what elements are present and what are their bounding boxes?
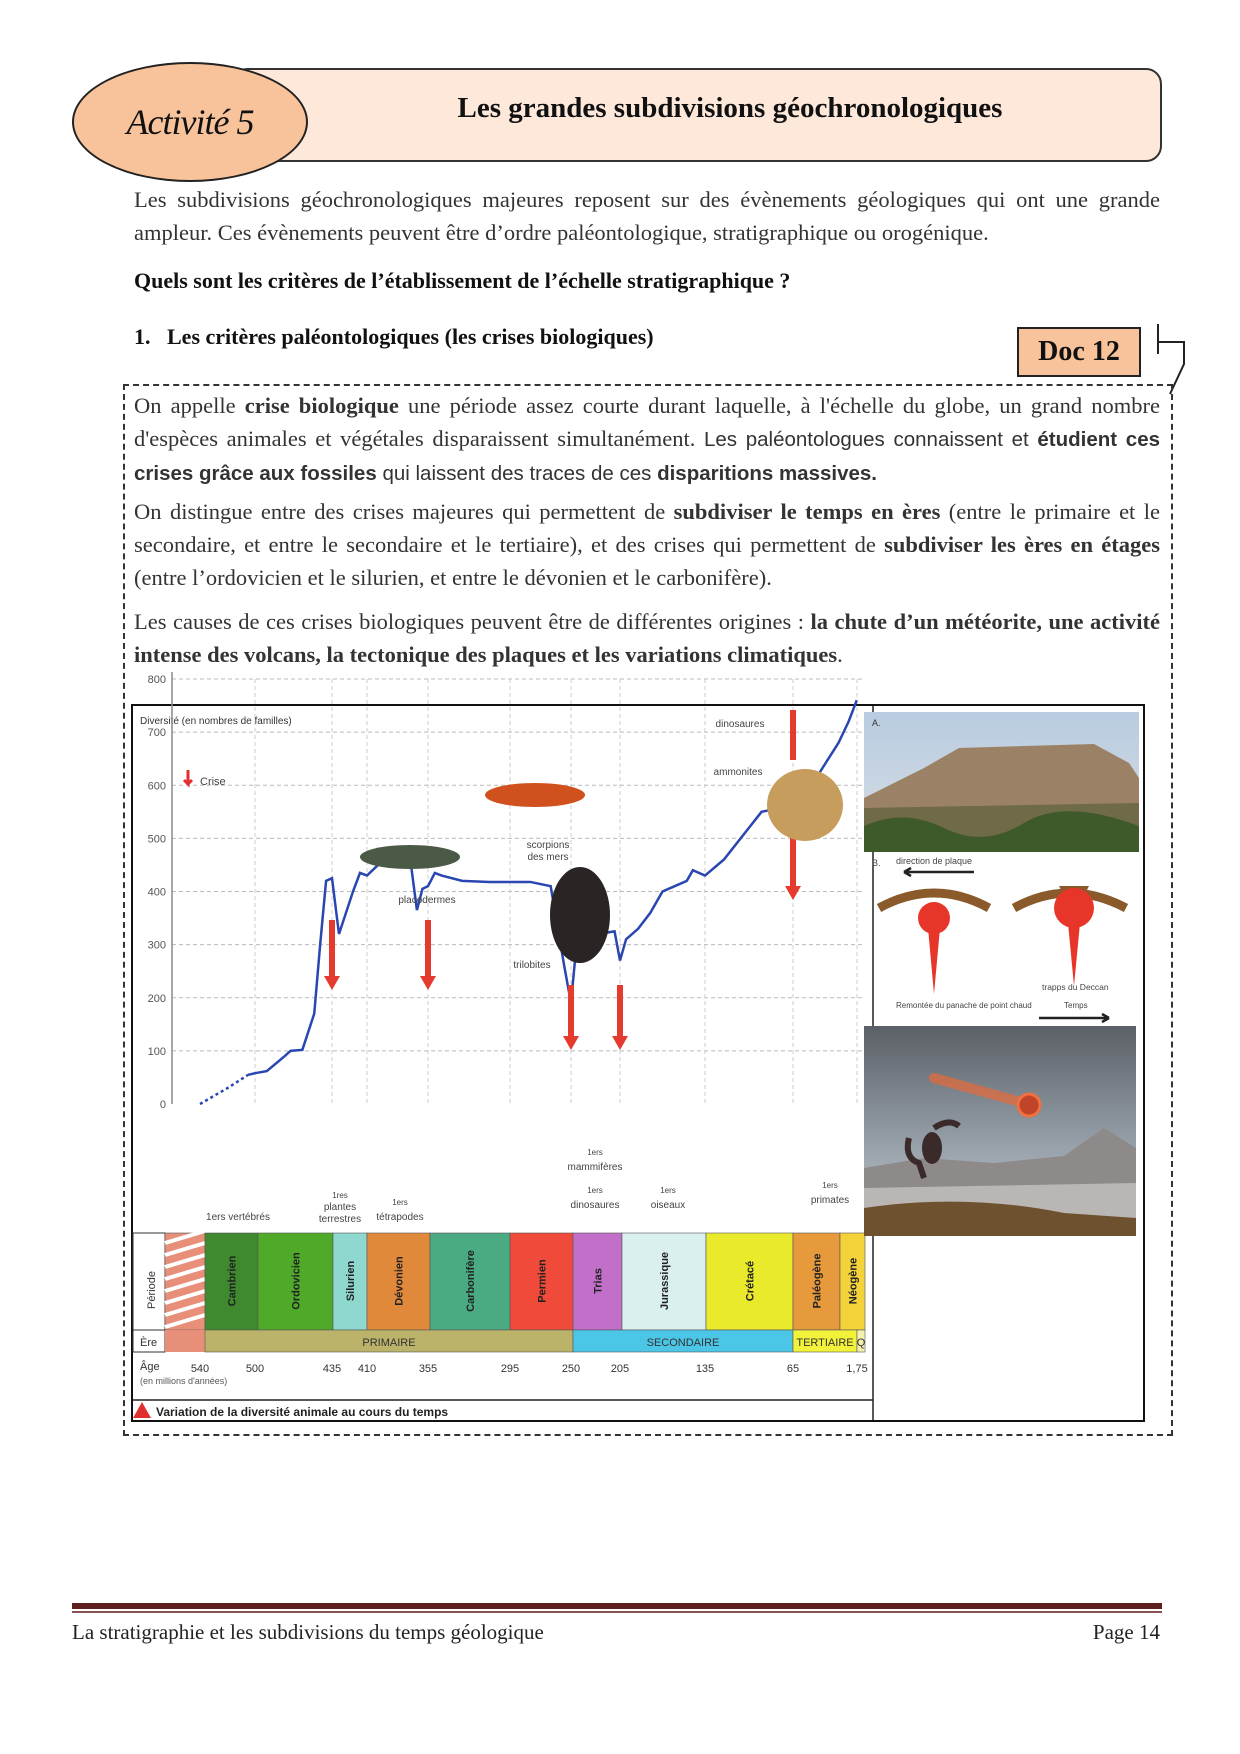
label-a: A.: [872, 718, 881, 728]
crisis-arrow-icon: [324, 976, 340, 990]
section-heading: [134, 324, 1034, 350]
crisis-arrow-icon: [420, 976, 436, 990]
label-mam-2: mammifères: [567, 1162, 623, 1173]
bold-text: étudient ces crises grâce aux fossiles: [134, 428, 1161, 485]
svg-text:trapps du Deccan: trapps du Deccan: [1042, 982, 1109, 992]
guiding-question: Quels sont les critères de l’établissement de l’échelle stratigraphique ?: [134, 268, 791, 293]
y-tick: 300: [147, 939, 166, 952]
age-tick: 295: [500, 1363, 520, 1375]
crisis-arrow-icon: [785, 886, 801, 900]
label-scorpions: scorpions: [526, 840, 570, 851]
bold-text: crise biologique: [244, 393, 399, 418]
label-ois-1: 1ers: [660, 1186, 676, 1195]
y-tick: 700: [147, 727, 166, 740]
paragraph-crises: [134, 495, 1160, 594]
meteorite-photo: [864, 1026, 1136, 1236]
activity-badge: [72, 62, 308, 182]
label-prim-2: primates: [810, 1195, 850, 1206]
text: qui laissent des traces de ces: [376, 462, 658, 485]
sea-scorpion-illustration: [485, 783, 585, 807]
age-tick: 1,75: [846, 1363, 868, 1375]
y-tick: 400: [147, 886, 166, 899]
period-label: Cambrien: [226, 1255, 239, 1307]
row-label-era: Ère: [140, 1337, 158, 1349]
y-tick: 600: [147, 780, 166, 793]
label-scorpions-2: des mers: [527, 852, 569, 863]
svg-text:Remontée du panache de point c: Remontée du panache de point chaud: [896, 1001, 1032, 1010]
label-tetra-2: tétrapodes: [376, 1212, 424, 1223]
bold-text: disparitions massives.: [657, 462, 877, 485]
section-title: Les critères paléontologiques (les crises biologiques): [167, 324, 654, 349]
era-label: TERTIAIRE: [796, 1337, 854, 1349]
label-dino-2: dinosaures: [570, 1200, 620, 1211]
svg-text:B.: B.: [872, 858, 881, 868]
period-label: Trias: [592, 1268, 605, 1294]
era-label: SECONDAIRE: [646, 1337, 720, 1349]
age-tick: 135: [695, 1363, 715, 1375]
text: Les paléontologues connaissent et: [703, 428, 1038, 451]
chart-caption: Variation de la diversité animale au cours du temps: [156, 1405, 449, 1419]
crisis-arrow-icon: [612, 1036, 628, 1050]
y-tick: 500: [147, 833, 166, 846]
page-number: Page 14: [1092, 1620, 1160, 1644]
deccan-photo: [864, 712, 1139, 852]
age-tick: 205: [610, 1363, 630, 1375]
era-label: PRIMAIRE: [362, 1337, 416, 1349]
diversity-chart: [133, 674, 873, 1420]
text: une période assez courte durant laquelle, à l'échelle du globe, un grand nombre d'espèces animales et végétales disparaissent simultanément.: [134, 393, 1160, 451]
y-tick: 100: [147, 1045, 166, 1058]
intro-paragraph: Les subdivisions géochronologiques majeures reposent sur des évènements géologiques qui ont une grande ampleur. Ces évènements peuvent être d’ordre paléontologique, stratigraphique ou orogénique.: [134, 187, 1160, 245]
y-tick: 0: [159, 1099, 166, 1111]
row-label-period: Période: [146, 1271, 158, 1309]
activity-label: Activité 5: [126, 102, 254, 142]
label-tetra-1: 1ers: [392, 1198, 408, 1207]
crisis-arrow-icon: [563, 1036, 579, 1050]
paragraph-causes: [134, 605, 1160, 671]
label-plantes-1: 1res: [332, 1191, 348, 1200]
trilobite-illustration: [550, 867, 610, 963]
text: .: [837, 642, 843, 667]
legend-crise: Crise: [200, 776, 226, 788]
footer-rule-thin: [72, 1611, 1162, 1613]
period-label: Dévonien: [393, 1256, 406, 1306]
row-label-age: Âge: [140, 1361, 160, 1373]
text: On appelle: [134, 393, 245, 418]
label-mam-1: 1ers: [587, 1148, 603, 1157]
text: On distingue entre des crises majeures qui permettent de: [134, 499, 674, 524]
text: Les causes de ces crises biologiques peuvent être de différentes origines :: [134, 609, 811, 634]
period-label: Paléogène: [811, 1253, 824, 1309]
placoderme-illustration: [360, 845, 460, 869]
label-trilobites: trilobites: [513, 960, 551, 971]
age-tick: 65: [786, 1363, 800, 1375]
label-vertebres: 1ers vertébrés: [206, 1212, 270, 1223]
age-tick: 540: [190, 1363, 210, 1375]
hotspot-diagram: [872, 856, 1126, 1022]
age-tick: 410: [357, 1363, 377, 1375]
side-illustrations: [864, 708, 1144, 1418]
footer-rule: [72, 1603, 1162, 1609]
label-dinosaures: dinosaures: [715, 719, 765, 730]
period-label: Silurien: [345, 1260, 357, 1302]
age-tick: 355: [418, 1363, 438, 1375]
svg-text:direction de plaque: direction de plaque: [896, 856, 973, 866]
y-tick: 800: [147, 674, 166, 686]
period-label: Carbonifère: [465, 1250, 477, 1312]
page-title: Les grandes subdivisions géochronologiques: [457, 92, 1003, 124]
period-label: Ordovicien: [290, 1252, 303, 1310]
bold-text: la chute d’un météorite, une activité intense des volcans, la tectonique des plaques et les variations climatiques: [134, 609, 1160, 667]
label-prim-1: 1ers: [822, 1181, 838, 1190]
age-tick: 500: [245, 1363, 265, 1375]
age-tick: 250: [561, 1363, 581, 1375]
age-tick: 435: [322, 1363, 342, 1375]
label-placodermes: placodermes: [398, 895, 456, 906]
paragraph-definition: [134, 389, 1160, 490]
doc-badge: Doc 12: [1017, 327, 1141, 377]
footer-title: La stratigraphie et les subdivisions du temps géologique: [72, 1620, 544, 1644]
bold-text: subdiviser les ères en étages: [884, 532, 1160, 557]
y-tick: 200: [147, 992, 166, 1005]
age-unit: (en millions d'années): [140, 1376, 228, 1386]
svg-text:Temps: Temps: [1064, 1001, 1088, 1010]
text: (entre l’ordovicien et le silurien, et entre le dévonien et le carbonifère).: [134, 565, 772, 590]
section-number: 1.: [134, 324, 151, 349]
label-dino-1: 1ers: [587, 1186, 603, 1195]
period-label: Crétacé: [744, 1260, 757, 1302]
period-label: Permien: [536, 1259, 549, 1303]
text: (entre le primaire et le secondaire, et entre le secondaire et le tertiaire), et des crises qui permettent de: [134, 499, 1160, 557]
bold-text: subdiviser le temps en ères: [673, 499, 941, 524]
period-label: Jurassique: [659, 1251, 671, 1311]
era-label: Q: [856, 1337, 866, 1349]
y-axis-label: Diversité (en nombres de familles): [140, 716, 292, 727]
label-ammonites: ammonites: [713, 767, 763, 778]
diversity-line: [248, 700, 857, 1075]
label-plantes-2: plantes: [323, 1202, 357, 1213]
period-label: Néogène: [847, 1257, 860, 1305]
label-ois-2: oiseaux: [650, 1200, 686, 1211]
ammonite-illustration: [767, 769, 843, 841]
label-plantes-3: terrestres: [318, 1214, 362, 1225]
